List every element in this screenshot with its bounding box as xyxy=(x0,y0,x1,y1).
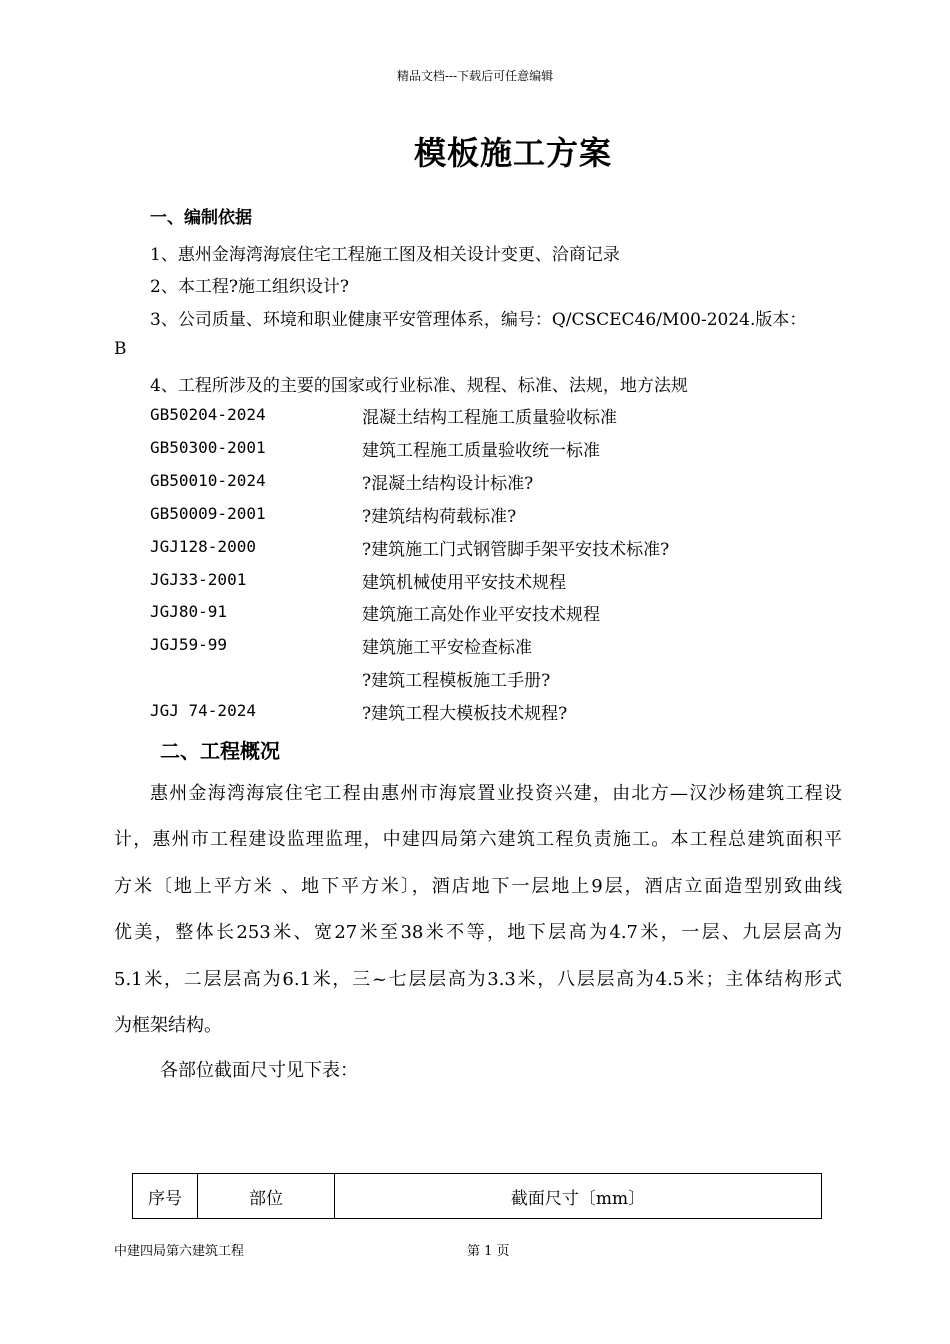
standard-code: JGJ59-99 xyxy=(150,635,228,654)
standard-name: ?混凝土结构设计标准? xyxy=(362,474,534,494)
section-heading-basis: 一、编制依据 xyxy=(150,208,252,228)
table-header-row xyxy=(133,1174,822,1219)
standard-name: ?建筑结构荷载标准? xyxy=(362,507,517,527)
overview-line-1: 惠州金海湾海宸住宅工程由惠州市海宸置业投资兴建，由北方—汉沙杨建筑工程设 xyxy=(150,783,842,804)
overview-line-6: 为框架结构。 xyxy=(114,1015,222,1036)
standard-code: JGJ33-2001 xyxy=(150,570,247,589)
table-header-cell: 部位 xyxy=(198,1174,335,1219)
table-header-cell: 序号 xyxy=(133,1174,198,1219)
section-size-table xyxy=(132,1173,822,1219)
basis-item-3: 3、公司质量、环境和职业健康平安管理体系，编号：Q/CSCEC46/M00-2024.版本： xyxy=(150,310,807,330)
table-intro: 各部位截面尺寸见下表： xyxy=(160,1060,358,1081)
standard-code: JGJ128-2000 xyxy=(150,537,256,556)
standard-name: ?建筑施工门式钢管脚手架平安技术标准? xyxy=(362,540,670,560)
standard-code: JGJ80-91 xyxy=(150,602,228,621)
basis-item-4: 4、工程所涉及的主要的国家或行业标准、规程、标准、法规，地方法规 xyxy=(150,376,688,396)
standard-code: JGJ 74-2024 xyxy=(150,701,256,720)
standard-code: GB50009-2001 xyxy=(150,504,266,523)
standard-name: 混凝土结构工程施工质量验收标准 xyxy=(362,408,617,428)
standard-code: GB50010-2024 xyxy=(150,471,266,490)
standard-name: 建筑施工高处作业平安技术规程 xyxy=(362,605,600,625)
standard-name: ?建筑工程模板施工手册? xyxy=(362,671,551,691)
standard-name: ?建筑工程大模板技术规程? xyxy=(362,704,568,724)
standard-code: GB50300-2001 xyxy=(150,438,266,457)
overview-line-5: 5.1米，二层层高为6.1米，三~七层层高为3.3米，八层层高为4.5米；主体结构形式 xyxy=(114,969,842,990)
standard-name: 建筑工程施工质量验收统一标准 xyxy=(362,441,600,461)
section-heading-overview: 二、工程概况 xyxy=(160,739,280,763)
table-header-cell: 截面尺寸〔mm〕 xyxy=(335,1174,822,1219)
overview-line-4: 优美，整体长253米、宽27米至38米不等，地下层高为4.7米，一层、九层层高为 xyxy=(114,922,842,943)
footer-page-number: 第 1 页 xyxy=(467,1244,510,1259)
standard-name: 建筑施工平安检查标准 xyxy=(362,638,532,658)
overview-line-2: 计，惠州市工程建设监理监理，中建四局第六建筑工程负责施工。本工程总建筑面积平 xyxy=(114,829,842,850)
footer-company: 中建四局第六建筑工程 xyxy=(114,1244,245,1259)
basis-item-2: 2、本工程?施工组织设计? xyxy=(150,277,350,297)
basis-item-1: 1、惠州金海湾海宸住宅工程施工图及相关设计变更、洽商记录 xyxy=(150,245,620,265)
document-title: 模板施工方案 xyxy=(413,134,612,172)
basis-item-3-cont: B xyxy=(114,339,127,359)
standard-name: 建筑机械使用平安技术规程 xyxy=(362,573,566,593)
standard-code: GB50204-2024 xyxy=(150,405,266,424)
page-header: 精品文档---下载后可任意编辑 xyxy=(396,69,554,83)
overview-line-3: 方米〔地上平方米 、地下平方米〕，酒店地下一层地上9层，酒店立面造型别致曲线 xyxy=(114,876,842,897)
